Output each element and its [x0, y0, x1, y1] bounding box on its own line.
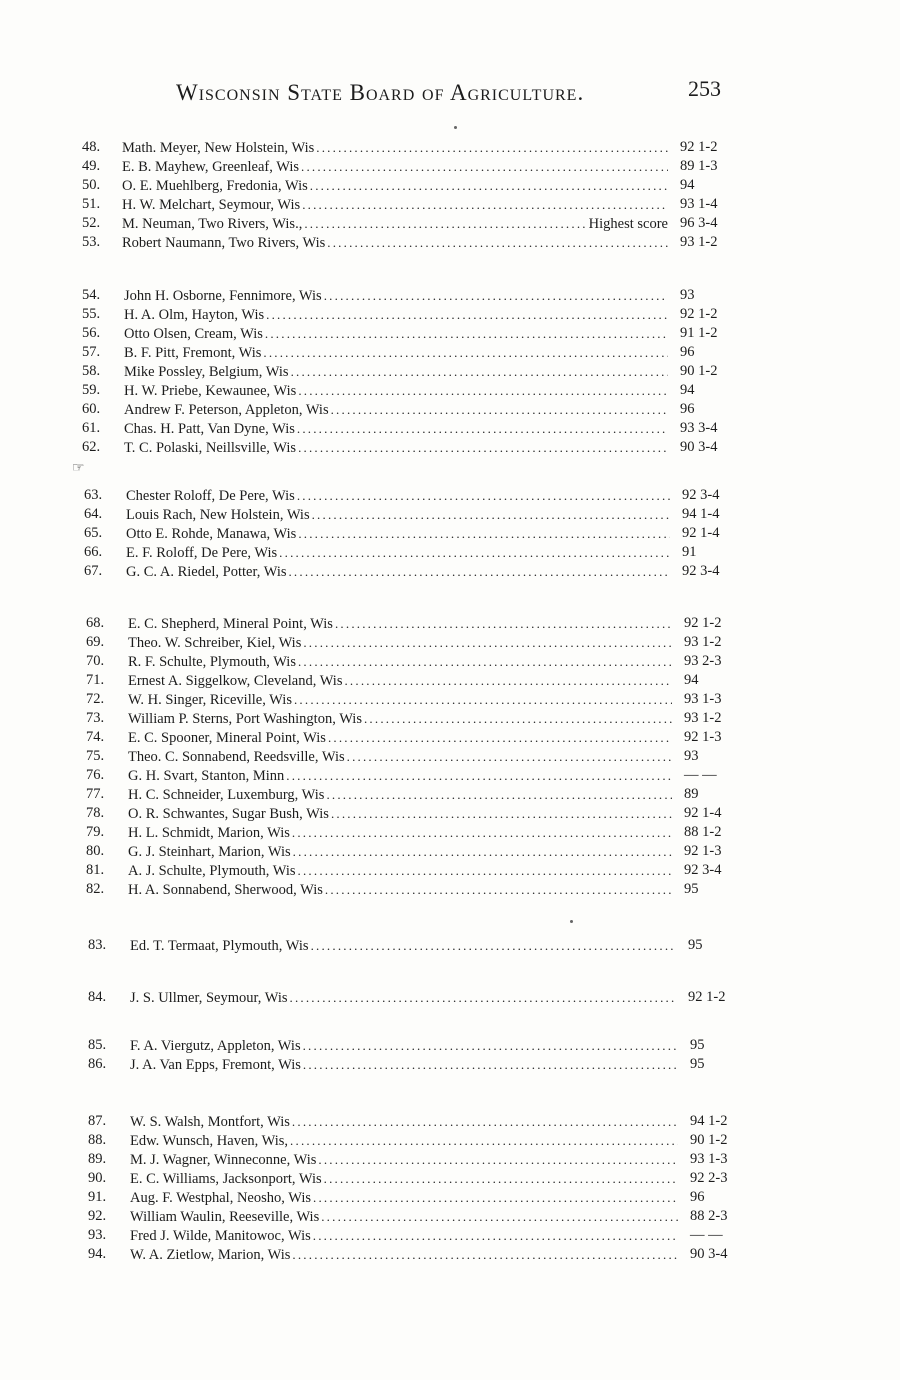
entry-score: 90 3-4	[680, 439, 718, 455]
entry-score: 91 1-2	[680, 325, 718, 341]
dot-leader	[293, 842, 672, 861]
entry-leader-line	[126, 486, 670, 505]
entry-name: Theo. W. Schreiber, Kiel, Wis	[128, 635, 302, 651]
entry-leader-line	[124, 362, 668, 381]
entry-number: 61.	[82, 420, 101, 436]
entry-score: 94	[684, 672, 699, 688]
dot-leader	[303, 1055, 678, 1074]
entry-name: J. A. Van Epps, Fremont, Wis	[130, 1057, 301, 1073]
dot-leader	[304, 214, 586, 233]
list-item	[0, 1112, 900, 1131]
list-item	[0, 936, 900, 955]
dot-leader	[298, 652, 672, 671]
entry-leader-line	[130, 1207, 678, 1226]
entry-name: Mike Possley, Belgium, Wis	[124, 364, 289, 380]
dot-leader	[328, 728, 672, 747]
entry-number: 77.	[86, 786, 105, 802]
entry-name: E. C. Shepherd, Mineral Point, Wis	[128, 616, 333, 632]
entry-name: M. Neuman, Two Rivers, Wis.,	[122, 216, 303, 232]
list-item	[0, 195, 900, 214]
entry-leader-line	[122, 138, 668, 157]
entry-name: H. W. Priebe, Kewaunee, Wis	[124, 383, 297, 399]
entry-leader-line	[130, 1245, 678, 1264]
list-item	[0, 766, 900, 785]
entry-score: 93 1-2	[680, 234, 718, 250]
list-item	[0, 614, 900, 633]
list-item	[0, 804, 900, 823]
entry-score: 94 1-4	[682, 506, 720, 522]
entry-score: 93 1-4	[680, 196, 718, 212]
dot-leader	[291, 362, 668, 381]
page-header	[0, 72, 900, 112]
entry-leader-line	[122, 195, 668, 214]
entry-score: 93 1-3	[684, 691, 722, 707]
list-item	[0, 233, 900, 252]
entry-number: 60.	[82, 401, 101, 417]
dot-leader	[286, 766, 672, 785]
entry-number: 70.	[86, 653, 105, 669]
entry-score: 95	[690, 1056, 705, 1072]
entry-number: 57.	[82, 344, 101, 360]
entry-name: Chas. H. Patt, Van Dyne, Wis	[124, 421, 295, 437]
dot-leader	[298, 438, 668, 457]
dot-leader	[344, 671, 672, 690]
dot-leader	[303, 633, 672, 652]
running-title: Wisconsin State Board of Agriculture.	[176, 80, 585, 105]
dot-leader	[312, 505, 670, 524]
entry-name: O. E. Muehlberg, Fredonia, Wis	[122, 178, 308, 194]
dot-leader	[297, 486, 670, 505]
dot-leader	[298, 524, 670, 543]
entry-leader-line	[128, 747, 672, 766]
dot-leader	[326, 785, 672, 804]
list-item	[0, 381, 900, 400]
entry-score: 93 3-4	[680, 420, 718, 436]
entry-name: W. H. Singer, Riceville, Wis	[128, 692, 292, 708]
dot-leader	[292, 823, 672, 842]
entry-score: 90 3-4	[690, 1246, 728, 1262]
entry-leader-line	[128, 861, 672, 880]
ink-speck	[454, 126, 457, 129]
entry-leader-line	[124, 419, 668, 438]
dot-leader	[364, 709, 672, 728]
entry-number: 58.	[82, 363, 101, 379]
page-number: 253	[688, 76, 721, 101]
list-item	[0, 157, 900, 176]
list-item	[0, 562, 900, 581]
entry-name: G. C. A. Riedel, Potter, Wis	[126, 564, 287, 580]
entry-name: M. J. Wagner, Winneconne, Wis	[130, 1152, 317, 1168]
list-item	[0, 438, 900, 457]
dot-leader	[290, 988, 677, 1007]
entry-leader-line	[130, 936, 676, 955]
list-item	[0, 652, 900, 671]
entry-leader-line	[126, 543, 670, 562]
list-item	[0, 362, 900, 381]
entry-number: 52.	[82, 215, 101, 231]
entry-leader-line	[128, 728, 672, 747]
entry-leader-line	[128, 766, 672, 785]
entry-name: F. A. Viergutz, Appleton, Wis	[130, 1038, 301, 1054]
entry-number: 50.	[82, 177, 101, 193]
dot-leader	[316, 138, 668, 157]
list-item	[0, 1169, 900, 1188]
entry-score: 96	[680, 344, 695, 360]
entry-number: 87.	[88, 1113, 107, 1129]
entry-score: 96	[690, 1189, 705, 1205]
list-item	[0, 1055, 900, 1074]
entry-name: W. S. Walsh, Montfort, Wis	[130, 1114, 290, 1130]
dot-leader	[321, 1207, 678, 1226]
entry-score: 92 1-2	[680, 306, 718, 322]
entry-number: 67.	[84, 563, 103, 579]
entry-score: 93	[680, 287, 695, 303]
entry-number: 56.	[82, 325, 101, 341]
entry-name: Edw. Wunsch, Haven, Wis,	[130, 1133, 289, 1149]
entry-name: A. J. Schulte, Plymouth, Wis	[128, 863, 296, 879]
entry-number: 63.	[84, 487, 103, 503]
entry-leader-line	[128, 633, 672, 652]
entry-score: 90 1-2	[690, 1132, 728, 1148]
dot-leader	[279, 543, 670, 562]
list-item	[0, 880, 900, 899]
entry-name: E. C. Spooner, Mineral Point, Wis	[128, 730, 326, 746]
entry-group	[0, 614, 900, 899]
entry-leader-line	[126, 562, 670, 581]
entry-leader-line	[122, 176, 668, 195]
ink-speck	[570, 920, 573, 923]
entry-score: 89	[684, 786, 699, 802]
entry-number: 89.	[88, 1151, 107, 1167]
entry-score: 92 1-2	[680, 139, 718, 155]
list-item	[0, 1036, 900, 1055]
list-item	[0, 728, 900, 747]
entry-leader-line	[124, 305, 668, 324]
entry-score: 90 1-2	[680, 363, 718, 379]
entry-number: 88.	[88, 1132, 107, 1148]
entry-number: 48.	[82, 139, 101, 155]
entry-name: Andrew F. Peterson, Appleton, Wis	[124, 402, 329, 418]
entry-number: 79.	[86, 824, 105, 840]
entry-leader-line	[130, 1226, 678, 1245]
list-item	[0, 419, 900, 438]
entry-number: 90.	[88, 1170, 107, 1186]
entry-leader-line	[128, 671, 672, 690]
list-item	[0, 823, 900, 842]
list-item	[0, 543, 900, 562]
entry-number: 59.	[82, 382, 101, 398]
entry-group	[0, 988, 900, 1007]
list-item	[0, 690, 900, 709]
entry-name: H. L. Schmidt, Marion, Wis	[128, 825, 290, 841]
entry-leader-line	[126, 505, 670, 524]
dot-leader	[294, 690, 672, 709]
entry-name: Otto Olsen, Cream, Wis	[124, 326, 263, 342]
dot-leader	[325, 880, 672, 899]
list-item	[0, 286, 900, 305]
dot-leader	[263, 343, 668, 362]
entry-number: 66.	[84, 544, 103, 560]
entry-number: 76.	[86, 767, 105, 783]
entry-name: H. W. Melchart, Seymour, Wis	[122, 197, 301, 213]
entry-number: 49.	[82, 158, 101, 174]
entry-number: 64.	[84, 506, 103, 522]
entry-name: E. F. Roloff, De Pere, Wis	[126, 545, 278, 561]
entry-number: 84.	[88, 989, 107, 1005]
entry-score: 95	[684, 881, 699, 897]
entry-leader-line	[124, 400, 668, 419]
entry-number: 92.	[88, 1208, 107, 1224]
list-item	[0, 400, 900, 419]
entry-number: 91.	[88, 1189, 107, 1205]
entry-number: 93.	[88, 1227, 107, 1243]
entry-score: 96	[680, 401, 695, 417]
entry-name: G. J. Steinhart, Marion, Wis	[128, 844, 291, 860]
dot-leader	[310, 176, 668, 195]
entry-group	[0, 1112, 900, 1264]
dot-leader	[313, 1188, 678, 1207]
entry-name: T. C. Polaski, Neillsville, Wis	[124, 440, 297, 456]
entry-leader-line	[130, 1188, 678, 1207]
entry-name: Theo. C. Sonnabend, Reedsville, Wis	[128, 749, 345, 765]
list-item	[0, 343, 900, 362]
dot-leader	[290, 1131, 678, 1150]
dot-leader	[292, 1245, 678, 1264]
entry-score: 95	[688, 937, 703, 953]
entry-leader-line	[124, 343, 668, 362]
entry-score: 93 1-2	[684, 710, 722, 726]
dot-leader	[301, 157, 668, 176]
entry-name: O. R. Schwantes, Sugar Bush, Wis	[128, 806, 329, 822]
entry-score: 96 3-4	[680, 215, 718, 231]
entry-name: Otto E. Rohde, Manawa, Wis	[126, 526, 297, 542]
entry-number: 53.	[82, 234, 101, 250]
dot-leader	[298, 861, 672, 880]
entry-name: J. S. Ullmer, Seymour, Wis	[130, 990, 288, 1006]
dot-leader	[327, 233, 668, 252]
entry-score: 93 2-3	[684, 653, 722, 669]
entry-number: 82.	[86, 881, 105, 897]
entry-score: 92 1-2	[688, 989, 726, 1005]
entry-score: 88 2-3	[690, 1208, 728, 1224]
entry-group	[0, 486, 900, 581]
dot-leader	[298, 381, 668, 400]
entry-leader-line	[128, 709, 672, 728]
entry-number: 71.	[86, 672, 105, 688]
dot-leader	[303, 1036, 678, 1055]
entry-group	[0, 138, 900, 252]
list-item	[0, 785, 900, 804]
entry-leader-line	[124, 438, 668, 457]
entry-name: Louis Rach, New Holstein, Wis	[126, 507, 310, 523]
entry-leader-line	[130, 1131, 678, 1150]
entry-number: 74.	[86, 729, 105, 745]
entry-number: 86.	[88, 1056, 107, 1072]
entry-score: 93	[684, 748, 699, 764]
dot-leader	[318, 1150, 678, 1169]
entry-score: 88 1-2	[684, 824, 722, 840]
dot-leader	[313, 1226, 678, 1245]
list-item	[0, 1150, 900, 1169]
entry-score: 92 2-3	[690, 1170, 728, 1186]
entry-name: W. A. Zietlow, Marion, Wis	[130, 1247, 291, 1263]
entry-score: 95	[690, 1037, 705, 1053]
entry-score: 94	[680, 177, 695, 193]
entry-score: 92 1-4	[682, 525, 720, 541]
dot-leader	[302, 195, 668, 214]
entry-name: John H. Osborne, Fennimore, Wis	[124, 288, 322, 304]
entry-number: 73.	[86, 710, 105, 726]
entry-score: 92 3-4	[682, 487, 720, 503]
list-item	[0, 324, 900, 343]
dot-leader	[331, 400, 668, 419]
dot-leader	[331, 804, 672, 823]
entry-leader-line	[128, 785, 672, 804]
entry-name: R. F. Schulte, Plymouth, Wis	[128, 654, 296, 670]
list-item	[0, 486, 900, 505]
entry-score: — —	[690, 1227, 723, 1243]
entry-score: 94 1-2	[690, 1113, 728, 1129]
entry-name: E. B. Mayhew, Greenleaf, Wis	[122, 159, 299, 175]
entry-score: 92 1-3	[684, 729, 722, 745]
entry-leader-line	[124, 286, 668, 305]
list-item	[0, 861, 900, 880]
entry-leader-line	[128, 614, 672, 633]
list-item	[0, 671, 900, 690]
list-item	[0, 988, 900, 1007]
list-item	[0, 633, 900, 652]
entry-number: 55.	[82, 306, 101, 322]
dot-leader	[265, 324, 668, 343]
entry-number: 78.	[86, 805, 105, 821]
entry-number: 85.	[88, 1037, 107, 1053]
entry-leader-line	[124, 381, 668, 400]
entry-leader-line	[128, 880, 672, 899]
entry-number: 83.	[88, 937, 107, 953]
entry-number: 68.	[86, 615, 105, 631]
entry-score: 93 1-2	[684, 634, 722, 650]
entry-name: Robert Naumann, Two Rivers, Wis	[122, 235, 326, 251]
entry-number: 94.	[88, 1246, 107, 1262]
entry-leader-line	[128, 823, 672, 842]
entry-number: 80.	[86, 843, 105, 859]
entry-number: 75.	[86, 748, 105, 764]
entry-leader-line	[124, 324, 668, 343]
list-item	[0, 138, 900, 157]
entry-number: 51.	[82, 196, 101, 212]
entry-score: 92 1-2	[684, 615, 722, 631]
entry-number: 54.	[82, 287, 101, 303]
entry-name: H. A. Sonnabend, Sherwood, Wis	[128, 882, 323, 898]
margin-mark-icon: ☞	[72, 461, 85, 476]
entry-leader-line	[122, 157, 668, 176]
entry-score: — —	[684, 767, 717, 783]
dot-leader	[292, 1112, 678, 1131]
list-item	[0, 1188, 900, 1207]
entry-number: 69.	[86, 634, 105, 650]
entry-name: Ernest A. Siggelkow, Cleveland, Wis	[128, 673, 343, 689]
entry-name: G. H. Svart, Stanton, Minn	[128, 768, 285, 784]
list-item	[0, 842, 900, 861]
entry-score: 94	[680, 382, 695, 398]
list-item	[0, 1226, 900, 1245]
entry-score: 91	[682, 544, 697, 560]
entry-name: Chester Roloff, De Pere, Wis	[126, 488, 295, 504]
entry-name: Ed. T. Termaat, Plymouth, Wis	[130, 938, 309, 954]
entry-leader-line	[128, 804, 672, 823]
entry-name: Fred J. Wilde, Manitowoc, Wis	[130, 1228, 311, 1244]
list-item	[0, 305, 900, 324]
entry-name: H. A. Olm, Hayton, Wis	[124, 307, 265, 323]
entry-score: 92 1-3	[684, 843, 722, 859]
entry-score: 92 3-4	[684, 862, 722, 878]
list-item	[0, 214, 900, 233]
entry-score: 92 3-4	[682, 563, 720, 579]
list-item	[0, 747, 900, 766]
entry-number: 72.	[86, 691, 105, 707]
entry-leader-line	[128, 842, 672, 861]
entry-leader-line	[128, 652, 672, 671]
dot-leader	[324, 286, 668, 305]
entry-leader-line	[130, 1169, 678, 1188]
entry-group	[0, 936, 900, 955]
list-item	[0, 524, 900, 543]
dot-leader	[335, 614, 672, 633]
entry-leader-line	[122, 233, 668, 252]
list-item	[0, 505, 900, 524]
entry-leader-line	[130, 1112, 678, 1131]
dot-leader	[266, 305, 668, 324]
list-item	[0, 1245, 900, 1264]
entry-name: William Waulin, Reeseville, Wis	[130, 1209, 320, 1225]
list-item	[0, 1131, 900, 1150]
entry-leader-line	[130, 1055, 678, 1074]
entry-leader-line	[128, 690, 672, 709]
entry-group	[0, 286, 900, 457]
entry-leader-line	[126, 524, 670, 543]
list-item	[0, 176, 900, 195]
entry-name: B. F. Pitt, Fremont, Wis	[124, 345, 262, 361]
entry-leader-line	[130, 1150, 678, 1169]
entry-name: H. C. Schneider, Luxemburg, Wis	[128, 787, 325, 803]
dot-leader	[311, 936, 676, 955]
list-item	[0, 709, 900, 728]
entry-leader-line	[122, 214, 668, 233]
entry-name: Math. Meyer, New Holstein, Wis	[122, 140, 315, 156]
entry-score: 93 1-3	[690, 1151, 728, 1167]
entry-score: 89 1-3	[680, 158, 718, 174]
entry-name: Aug. F. Westphal, Neosho, Wis	[130, 1190, 312, 1206]
entry-name: William P. Sterns, Port Washington, Wis	[128, 711, 362, 727]
dot-leader	[324, 1169, 678, 1188]
entry-number: 62.	[82, 439, 101, 455]
entry-note: Highest score	[588, 216, 668, 232]
entry-leader-line	[130, 1036, 678, 1055]
entry-number: 81.	[86, 862, 105, 878]
dot-leader	[297, 419, 668, 438]
entry-number: 65.	[84, 525, 103, 541]
dot-leader	[288, 562, 670, 581]
dot-leader	[347, 747, 672, 766]
entry-name: E. C. Williams, Jacksonport, Wis	[130, 1171, 322, 1187]
entry-leader-line	[130, 988, 676, 1007]
entry-score: 92 1-4	[684, 805, 722, 821]
entry-group	[0, 1036, 900, 1074]
list-item	[0, 1207, 900, 1226]
